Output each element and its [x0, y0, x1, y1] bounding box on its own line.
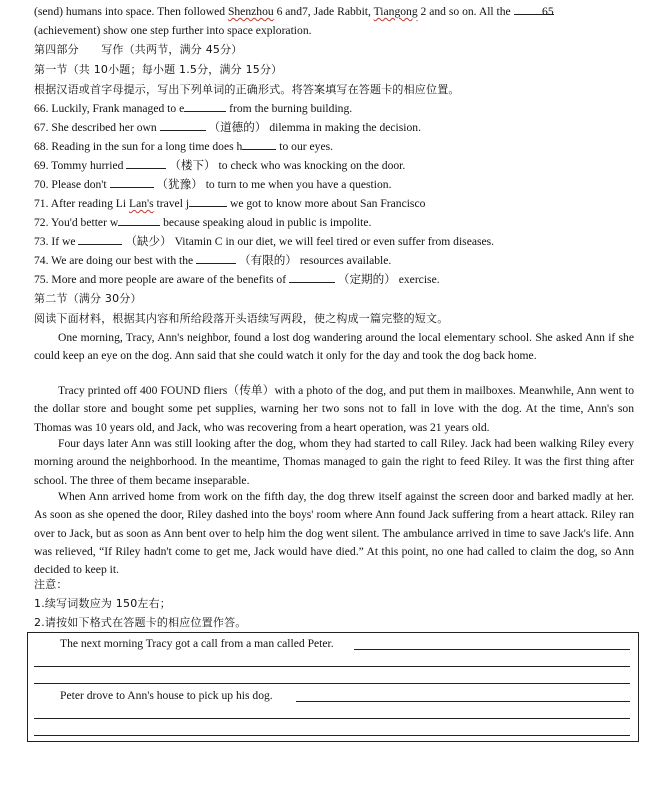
paragraph-text: When Ann arrived home from work on the fifth day, the dog threw itself against the screen door and barked madly at her. As soon as she opened the door, Riley dashed into the boys' room where Ann found Jack suffering from a heart attack. Riley ran over to Jack, but as soon as Ann bent over to help him the dog went silent. The ambulance arrived in time to save Jack's life. Ann was relieved, “If Riley hadn't come to get me, Jack would have died.” At this point, no one had called to claim the dog, so Ann decided to keep it.	[34, 490, 634, 577]
text-segment: 2 and so on. All the	[417, 5, 514, 18]
question-text: because speaking aloud in public is impolite.	[160, 216, 372, 229]
answer-blank	[110, 176, 154, 188]
question-text: 72. You'd better w	[34, 216, 119, 229]
paragraph-starter: The next morning Tracy got a call from a man called Peter.	[60, 637, 334, 650]
question-text: 74. We are doing our best with the	[34, 254, 197, 267]
story-paragraph	[34, 488, 634, 579]
answer-box	[27, 632, 639, 742]
text-segment: Tiangong	[373, 5, 418, 18]
question-text: 69. Tommy hurried	[34, 159, 127, 172]
question-text: （犹豫） to turn to me when you have a question.	[153, 178, 392, 191]
question-text: （定期的） exercise.	[334, 273, 440, 286]
paragraph-text: Four days later Ann was still looking after the dog, whom they had started to call Riley. Jack had been walking Riley every morning around the neighborhood. In the meantime, Thomas managed to gain the right to feed Riley. It was the first thing after school. The three of them became inseparable.	[34, 437, 634, 487]
section-title: 第二节（满分 30分）	[34, 292, 142, 305]
note-item: 1.续写词数应为 150左右；	[34, 597, 171, 610]
question-text: Lan's	[128, 197, 154, 210]
question-item	[34, 233, 494, 251]
answer-blank	[514, 3, 554, 18]
question-text: 68. Reading in the sun for a long time does h	[34, 140, 243, 153]
question-item	[34, 138, 333, 156]
question-text: 67. She described her own	[34, 121, 160, 134]
notes-title: 注意：	[34, 578, 68, 591]
question-item	[34, 157, 405, 175]
passage-continuation-line	[34, 22, 312, 40]
passage-continuation-line	[34, 3, 554, 21]
text-segment: (achievement) show one step further into space exploration.	[34, 24, 312, 37]
question-text: travel j	[153, 197, 190, 210]
story-paragraph	[34, 435, 634, 490]
question-text: （有限的） resources available.	[236, 254, 392, 267]
note-item: 2.请按如下格式在答题卡的相应位置作答。	[34, 616, 247, 629]
paragraph-starter: Peter drove to Ann's house to pick up his dog.	[60, 689, 273, 702]
writing-line	[34, 718, 630, 719]
text-segment: 6 and7, Jade Rabbit,	[273, 5, 374, 18]
answer-blank	[242, 138, 276, 150]
part-title: 第四部分 写作（共两节，满分 45分）	[34, 43, 243, 56]
answer-blank	[289, 271, 335, 283]
text-segment: Shenzhou	[227, 5, 274, 18]
question-item	[34, 195, 425, 213]
question-item	[34, 252, 391, 270]
answer-blank	[196, 252, 236, 264]
question-item	[34, 119, 421, 137]
paragraph-text: Tracy printed off 400 FOUND fliers（传单）with a photo of the dog, and put them in mailboxes. Meanwhile, Ann went to the dollar store and bought some pet supplies, warning her two sons not to fall in love with the dog. At the time, Ann's son Thomas was 10 years old, and Jack, who was recovering from a heart operation, was 21 years old.	[34, 384, 634, 434]
question-text: to our eyes.	[276, 140, 334, 153]
writing-line	[34, 735, 630, 736]
answer-blank	[160, 119, 206, 131]
answer-blank	[126, 157, 166, 169]
question-text: 75. More and more people are aware of the benefits of	[34, 273, 289, 286]
question-text: 70. Please don't	[34, 178, 110, 191]
question-text: （道德的） dilemma in making the decision.	[205, 121, 421, 134]
question-text: 71. After reading Li	[34, 197, 129, 210]
section-title: 第一节（共 10小题；每小题 1.5分，满分 15分）	[34, 63, 283, 76]
story-paragraph	[34, 382, 634, 437]
question-text: （楼下） to check who was knocking on the door.	[166, 159, 406, 172]
question-item	[34, 100, 352, 118]
question-number: 65	[542, 5, 554, 18]
answer-blank	[189, 195, 227, 207]
text-segment: (send) humans into space. Then followed	[34, 5, 228, 18]
story-paragraph	[34, 329, 634, 366]
question-item	[34, 176, 391, 194]
paragraph-text: One morning, Tracy, Ann's neighbor, found a lost dog wandering around the local elementary school. She asked Ann if she could keep an eye on the dog. Ann said that she could watch it only for the day and took the dog back home.	[34, 331, 634, 363]
answer-blank	[118, 214, 160, 226]
question-text: 73. If we	[34, 235, 79, 248]
section-instruction: 阅读下面材料，根据其内容和所给段落开头语续写两段，使之构成一篇完整的短文。	[34, 312, 449, 325]
writing-line	[296, 701, 630, 702]
answer-blank	[78, 233, 122, 245]
question-item	[34, 214, 371, 232]
writing-line	[34, 683, 630, 684]
question-item	[34, 271, 440, 289]
question-text: from the burning building.	[226, 102, 353, 115]
writing-line	[354, 649, 630, 650]
answer-blank	[184, 100, 226, 112]
question-text: we got to know more about San Francisco	[227, 197, 426, 210]
question-text: （缺少） Vitamin C in our diet, we will feel tired or even suffer from diseases.	[122, 235, 495, 248]
question-text: 66. Luckily, Frank managed to e	[34, 102, 185, 115]
writing-line	[34, 666, 630, 667]
section-instruction: 根据汉语或首字母提示，写出下列单词的正确形式。将答案填写在答题卡的相应位置。	[34, 83, 460, 96]
